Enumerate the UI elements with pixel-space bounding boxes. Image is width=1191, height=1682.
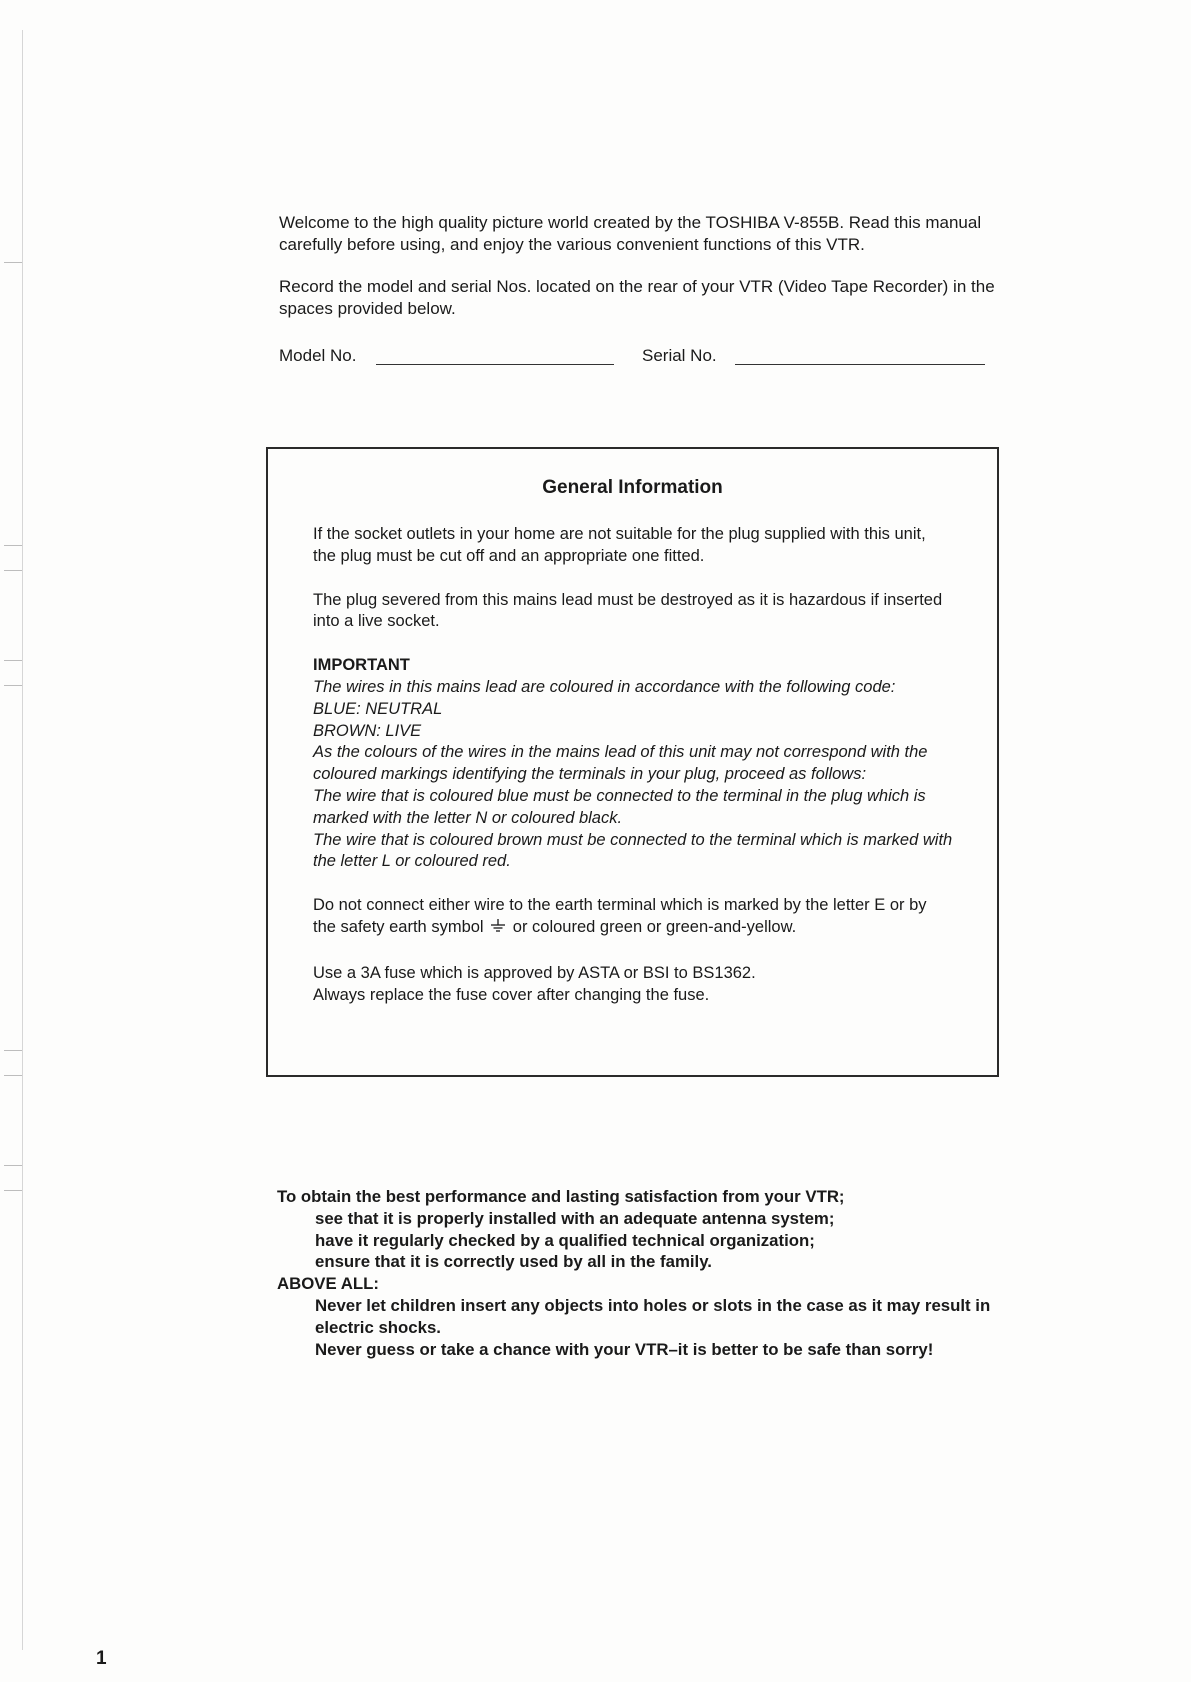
binding-mark	[4, 545, 22, 546]
intro-section	[279, 212, 999, 340]
wiring-line: The wires in this mains lead are coloured in accordance with the following code:	[313, 677, 896, 696]
binding-mark	[4, 570, 22, 571]
intro-paragraph: Record the model and serial Nos. located on the rear of your VTR (Video Tape Recorder) in the spaces provided below.	[279, 277, 995, 318]
binding-mark	[4, 1190, 22, 1191]
serial-number-blank[interactable]	[735, 364, 985, 365]
general-information-body	[313, 524, 953, 1006]
wiring-line: BLUE: NEUTRAL	[313, 699, 443, 718]
intro-paragraph: Welcome to the high quality picture world created by the TOSHIBA V-855B. Read this manual carefully before using, and enjoy the various convenient functions of this VTR.	[279, 213, 982, 254]
above-all-heading: ABOVE ALL:	[277, 1274, 379, 1294]
advice-line: To obtain the best performance and lasting satisfaction from your VTR;	[277, 1187, 845, 1206]
serial-number-label: Serial No.	[642, 346, 717, 365]
model-number-blank[interactable]	[376, 364, 614, 365]
wiring-line: BROWN: LIVE	[313, 721, 422, 740]
binding-mark	[4, 685, 22, 686]
earth-paragraph	[313, 895, 953, 941]
binding-mark	[4, 1075, 22, 1076]
advice-line: have it regularly checked by a qualified technical organization;	[315, 1230, 815, 1250]
binding-mark	[4, 1050, 22, 1051]
binding-edge	[22, 30, 23, 1650]
binding-mark	[4, 660, 22, 661]
fuse-line: Always replace the fuse cover after changing the fuse.	[313, 985, 710, 1004]
important-heading: IMPORTANT	[313, 656, 410, 675]
advice-line: ensure that it is correctly used by all in the family.	[315, 1252, 712, 1272]
advice-line: Never guess or take a chance with your VTR–it is better to be safe than sorry!	[315, 1339, 934, 1359]
safety-advice	[277, 1186, 1017, 1360]
wiring-line: The wire that is coloured brown must be connected to the terminal which is marked with the letter L or coloured red.	[313, 830, 953, 871]
earth-text: or coloured green or green-and-yellow.	[512, 917, 797, 936]
wiring-line: The wire that is coloured blue must be connected to the terminal in the plug which is marked with the letter N or coloured black.	[313, 786, 926, 827]
general-information-title: General Information	[542, 477, 723, 498]
general-information-box	[266, 447, 999, 1077]
safety-earth-icon	[490, 918, 506, 941]
page-number: 1	[96, 1648, 107, 1669]
binding-mark	[4, 262, 22, 263]
plug-paragraph: The plug severed from this mains lead must be destroyed as it is hazardous if inserted into a live socket.	[313, 590, 943, 631]
advice-line: see that it is properly installed with an adequate antenna system;	[315, 1208, 835, 1228]
advice-line: Never let children insert any objects into holes or slots in the case as it may result in electric shocks.	[315, 1295, 991, 1337]
model-number-label: Model No.	[279, 346, 357, 365]
earth-text: Do not connect either wire to the earth terminal which is marked by the letter E or by the safety earth symbol	[313, 896, 927, 936]
record-fields	[279, 346, 1019, 370]
wiring-line: As the colours of the wires in the mains lead of this unit may not correspond with the coloured markings identifying the terminals in your plug, proceed as follows:	[313, 743, 928, 784]
fuse-line: Use a 3A fuse which is approved by ASTA or BSI to BS1362.	[313, 963, 756, 982]
binding-mark	[4, 1165, 22, 1166]
fuse-paragraph	[313, 963, 953, 1007]
plug-paragraph: If the socket outlets in your home are not suitable for the plug supplied with this unit, the plug must be cut off and an appropriate one fitted.	[313, 525, 926, 565]
